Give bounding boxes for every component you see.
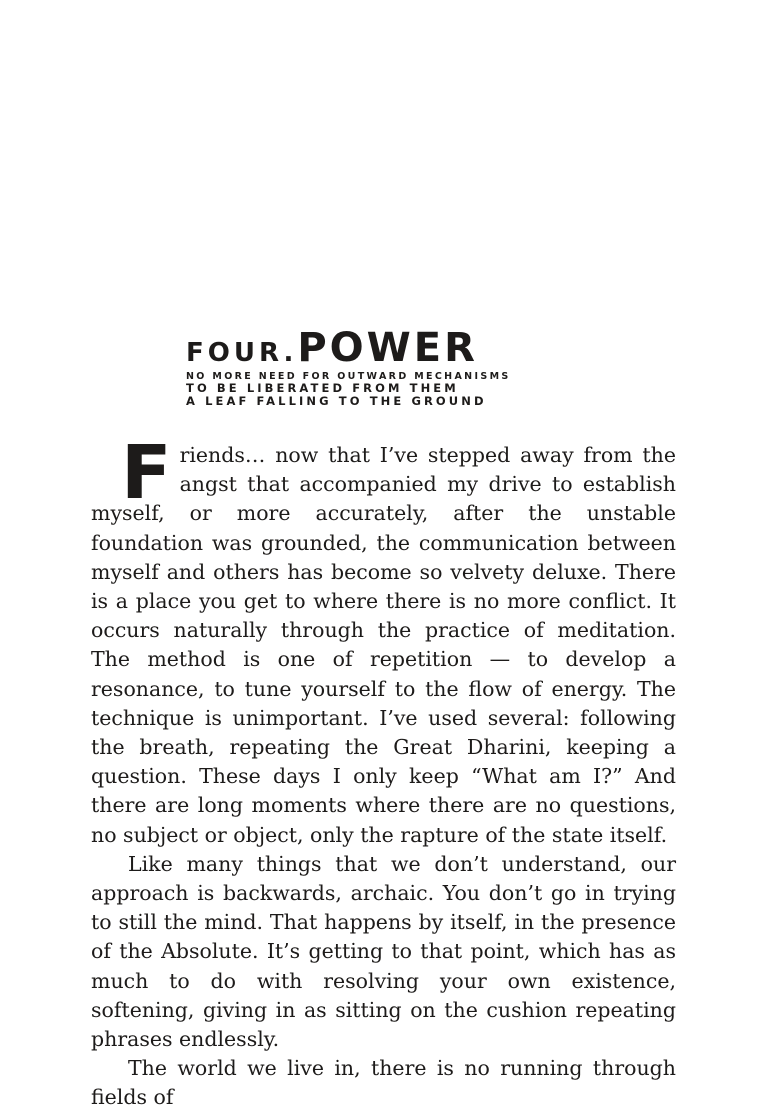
paragraph-1	[91, 430, 676, 850]
paragraph-1-text: riends… now that I’ve stepped away from the angst that accompanied my drive to establish myself, or more accurately, after the unstable foundation was grounded, the communication between myself and others has become so velvety deluxe. There is a place you get to where there is no more conflict. It occurs naturally through the practice of meditation. The method is one of repetition — to develop a resonance, to tune yourself to the flow of energy. The technique is unimportant. I’ve used several: following the breath, repeating the Great Dharini, keeping a question. These days I only keep “What am I?” And there are long moments where there are no questions, no subject or object, only the rapture of the state itself.	[91, 443, 676, 847]
chapter-subtitle-line-1: NO MORE NEED FOR OUTWARD MECHANISMS	[186, 371, 511, 382]
chapter-heading-line	[186, 325, 586, 371]
chapter-heading	[186, 325, 586, 408]
paragraph-2: Like many things that we don’t understand, our approach is backwards, archaic. You don’t go in trying to still the mind. That happens by itself, in the presence of the Absolute. It’s getting to that point, which has as much to do with resolving your own existence, softening, giving in as sitting on the cushion repeating phrases endlessly.	[91, 851, 676, 1052]
chapter-title: POWER	[297, 325, 478, 371]
body-text	[91, 430, 676, 1113]
paragraph-3: The world we live in, there is no running through fields of	[91, 1056, 676, 1110]
drop-cap: F	[121, 430, 172, 516]
chapter-subtitle-line-3: A LEAF FALLING TO THE GROUND	[186, 394, 487, 408]
chapter-subtitle-line-2: TO BE LIBERATED FROM THEM	[186, 381, 459, 395]
chapter-number: FOUR.	[186, 338, 298, 368]
